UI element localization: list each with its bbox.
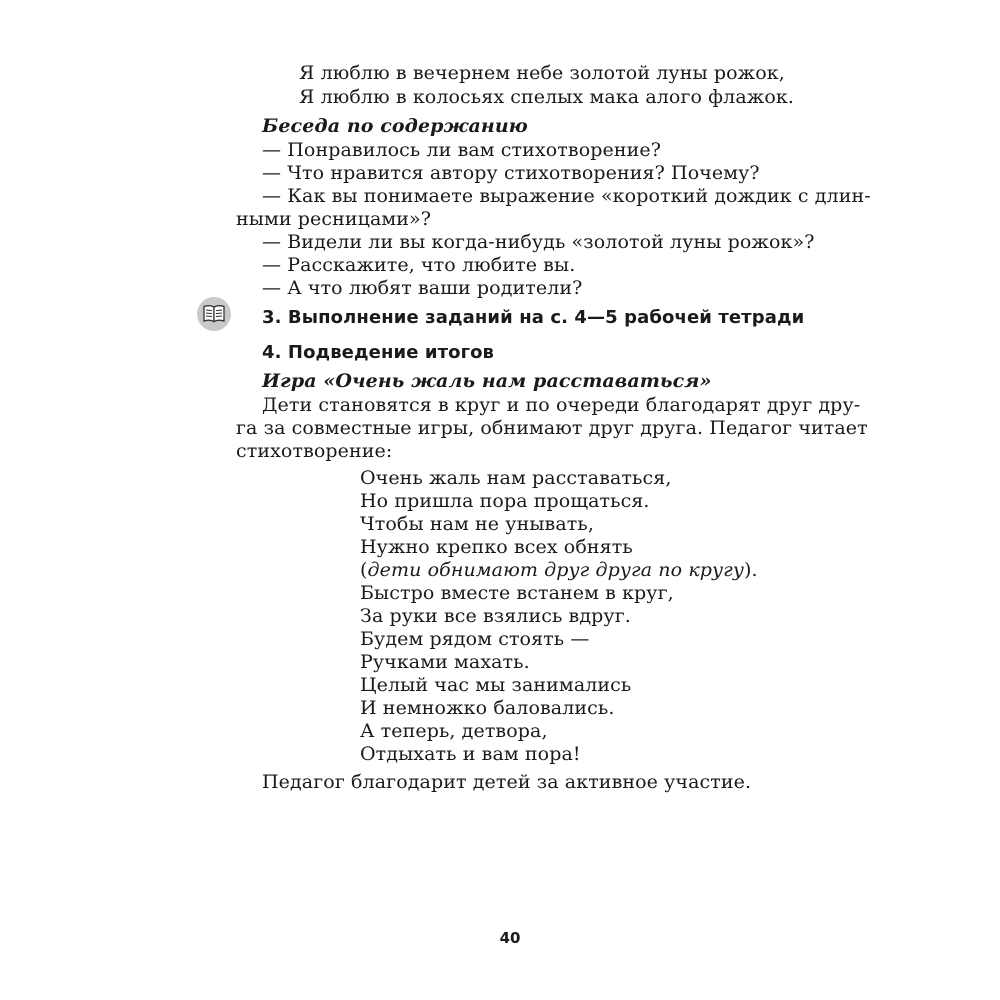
poem-stage-direction (360, 559, 758, 582)
poem-line: Очень жаль нам расставаться, (360, 467, 672, 489)
book-icon (197, 297, 231, 331)
question-line: — А что любят ваши родители? (262, 277, 583, 299)
poem-line: Чтобы нам не унывать, (360, 513, 594, 535)
question-line: — Расскажите, что любите вы. (262, 254, 576, 276)
close-paren: ). (743, 559, 758, 581)
question-line: — Что нравится автору стихотворения? Почему? (262, 162, 760, 184)
paragraph-line: Дети становятся в круг и по очереди благодарят друг дру- (262, 394, 861, 416)
conversation-heading: Беседа по содержанию (262, 115, 528, 137)
stage-direction-text: дети обнимают друг друга по кругу (367, 559, 744, 581)
closing-line: Педагог благодарит детей за активное участие. (262, 771, 752, 793)
poem-line: Но пришла пора прощаться. (360, 490, 650, 512)
question-line: — Как вы понимаете выражение «короткий дождик с длин- (262, 185, 871, 207)
paragraph-line: стихотворение: (236, 440, 393, 462)
poem-line: Отдыхать и вам пора! (360, 743, 581, 765)
poem-line: Быстро вместе встанем в круг, (360, 582, 674, 604)
open-paren: ( (360, 559, 368, 581)
poem-line: Я люблю в колосьях спелых мака алого флажок. (299, 86, 794, 108)
game-title: Игра «Очень жаль нам расставаться» (262, 370, 712, 392)
poem-line: Будем рядом стоять — (360, 628, 590, 650)
page-number: 40 (499, 929, 521, 947)
poem-line: А теперь, детвора, (360, 720, 548, 742)
poem-line: Целый час мы занимались (360, 674, 632, 696)
section-4-heading: 4. Подведение итогов (262, 342, 495, 363)
question-line: — Видели ли вы когда-нибудь «золотой луны рожок»? (262, 231, 815, 253)
paragraph-line: га за совместные игры, обнимают друг друга. Педагог читает (236, 417, 868, 439)
section-3-heading: 3. Выполнение заданий на с. 4—5 рабочей тетради (262, 307, 805, 328)
poem-line: И немножко баловались. (360, 697, 615, 719)
question-line: — Понравилось ли вам стихотворение? (262, 139, 661, 161)
poem-line: Ручками махать. (360, 651, 530, 673)
poem-line: Нужно крепко всех обнять (360, 536, 633, 558)
poem-line: За руки все взялись вдруг. (360, 605, 631, 627)
question-line: ными ресницами»? (236, 208, 432, 230)
poem-line: Я люблю в вечернем небе золотой луны рожок, (299, 62, 785, 84)
